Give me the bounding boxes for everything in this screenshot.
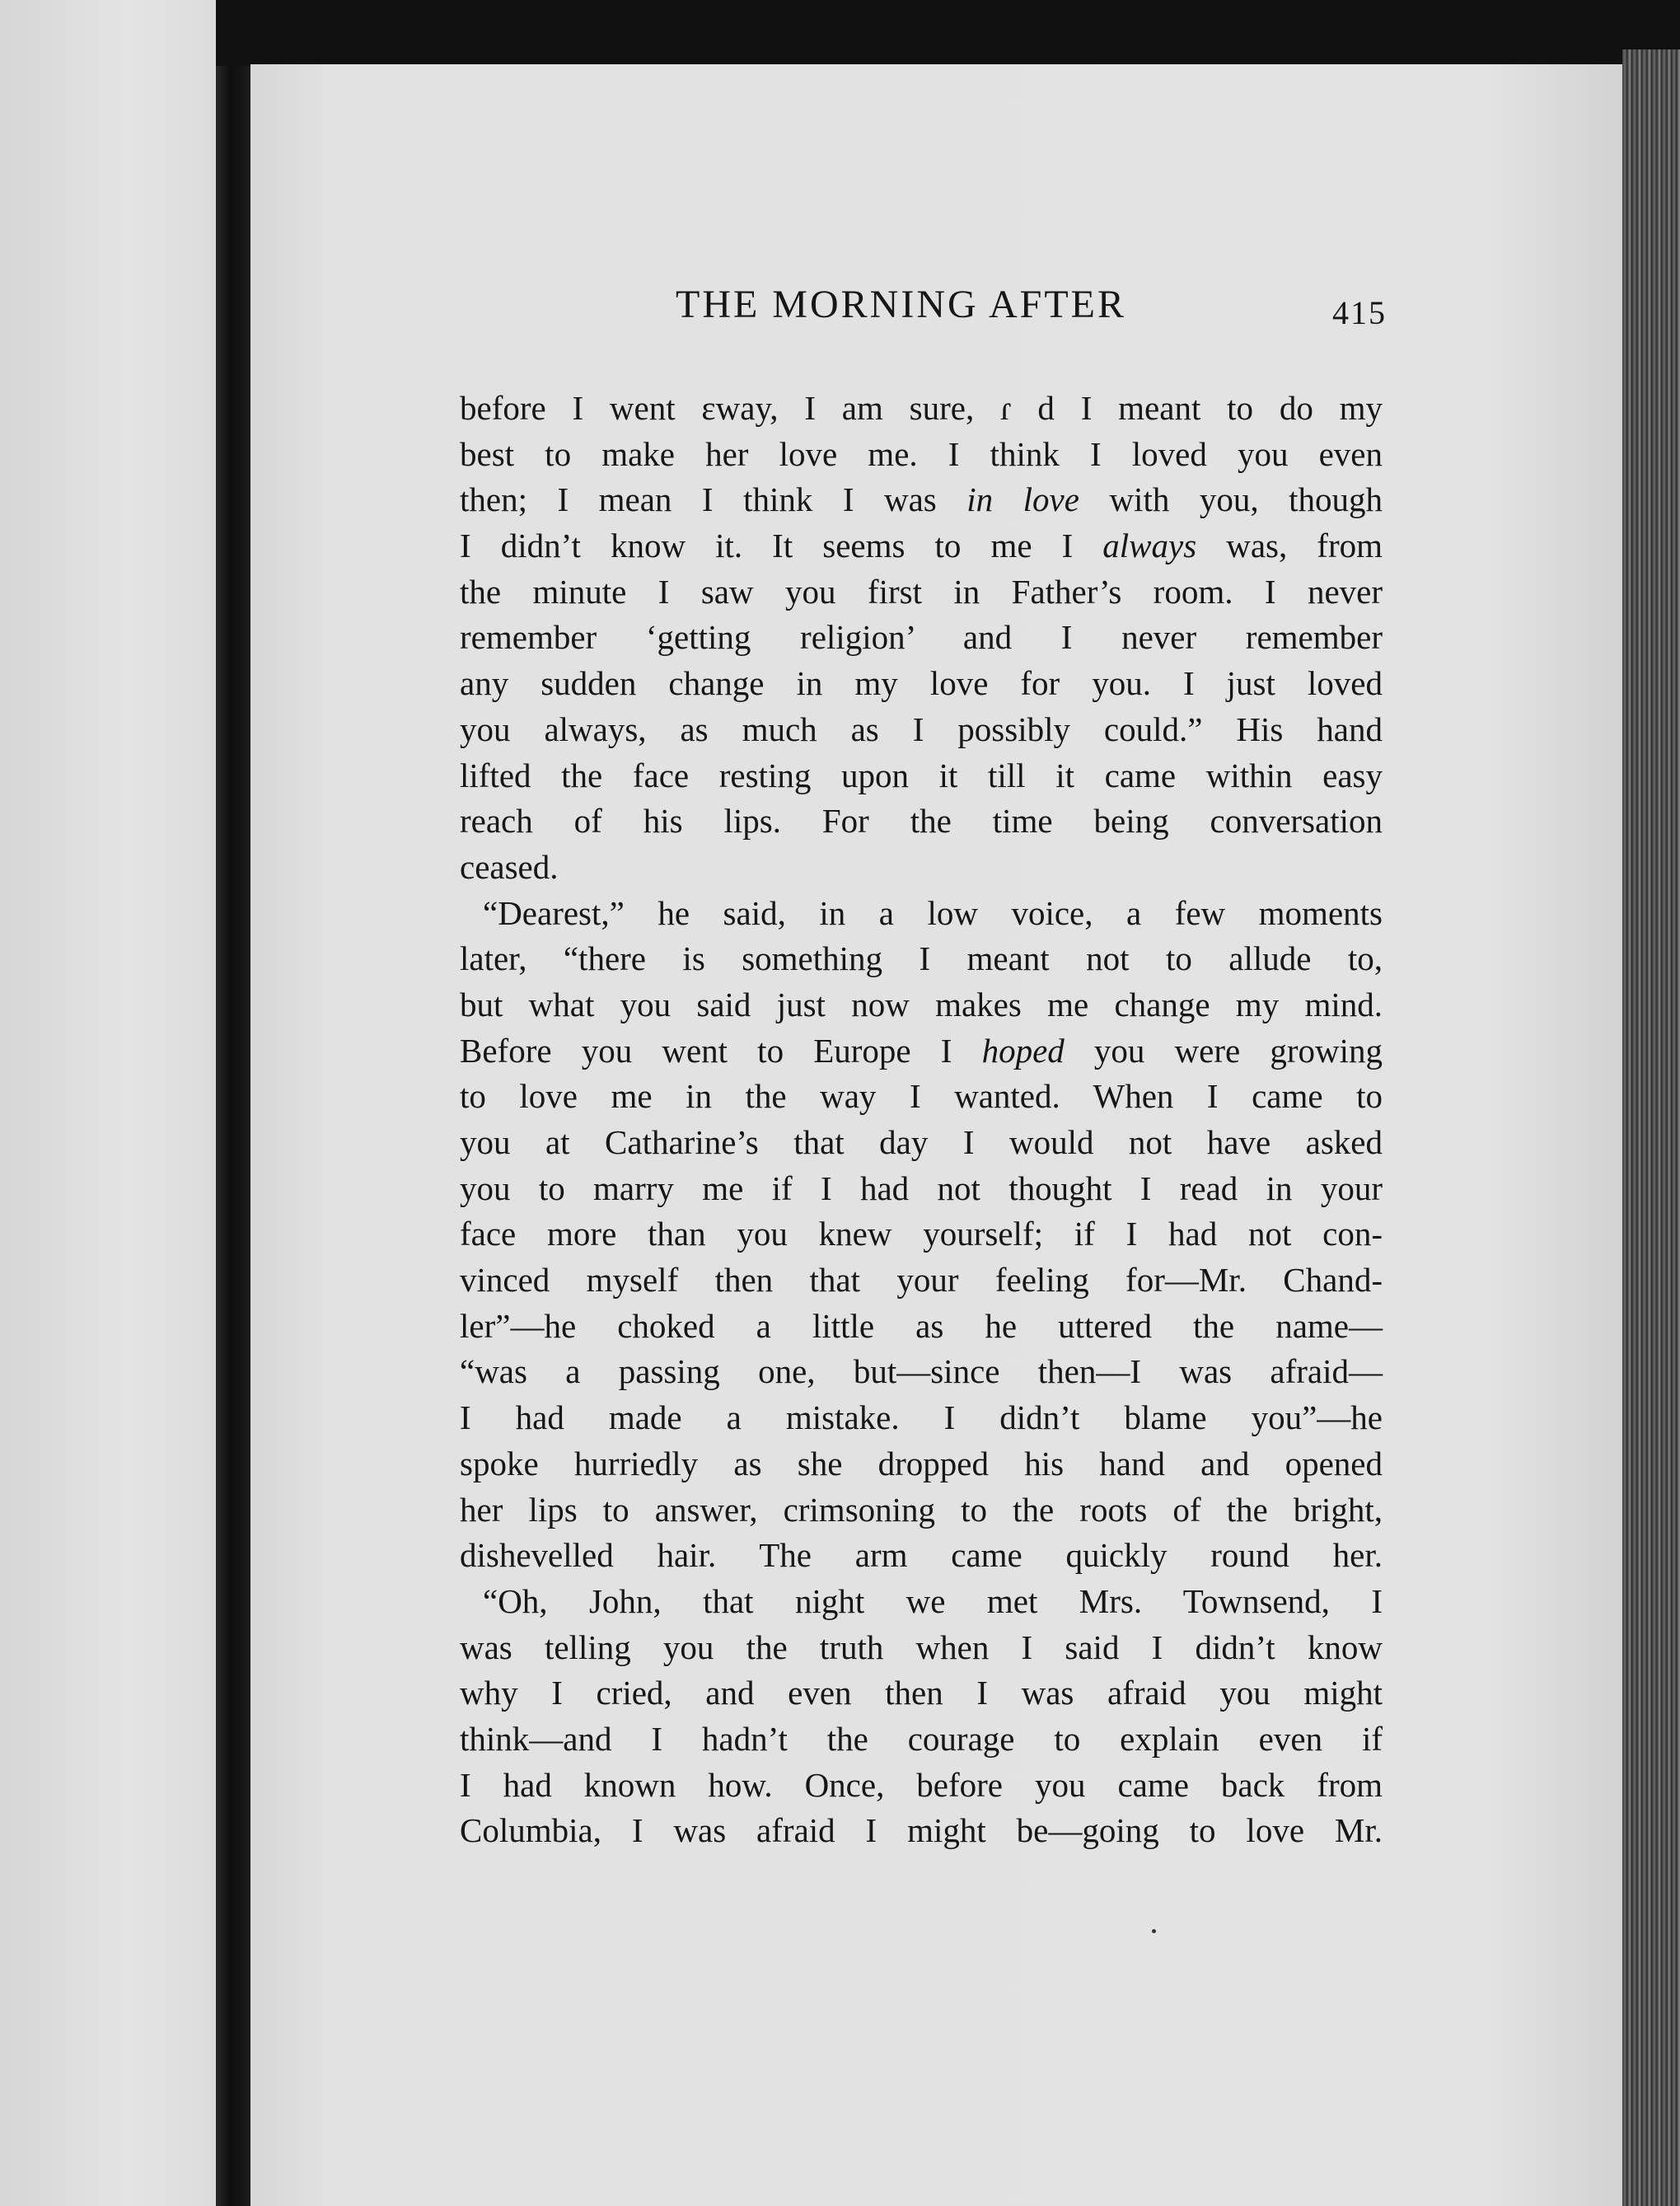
text-line: “was a passing one, but—since then—I was afraid— xyxy=(460,1352,1383,1391)
text-line: Columbia, I was afraid I might be—going to love Mr. xyxy=(460,1811,1383,1850)
emphasis: always xyxy=(1102,527,1197,565)
text-line: ler”—he choked a little as he uttered the name— xyxy=(460,1306,1383,1345)
text-line: remember ‘getting religion’ and I never remember xyxy=(460,618,1383,657)
text-line: you always, as much as I possibly could.” His hand xyxy=(460,710,1383,748)
book-gutter xyxy=(216,0,250,2206)
text-line: but what you said just now makes me change my mind. xyxy=(460,985,1383,1023)
text-line: lifted the face resting upon it till it came within easy xyxy=(460,756,1383,794)
text-line: best to make her love me. I think I loved you even xyxy=(460,434,1383,473)
scan-top-edge xyxy=(216,0,1680,66)
text-line: reach of his lips. For the time being conversation xyxy=(460,802,1383,841)
text-line: “Dearest,” he said, in a low voice, a few moments xyxy=(483,893,1383,932)
text-line: any sudden change in my love for you. I just loved xyxy=(460,664,1383,703)
page-number: 415 xyxy=(1332,294,1387,331)
text-line: was telling you the truth when I said I didn’t know xyxy=(460,1628,1383,1666)
facing-page-blank xyxy=(0,0,216,2206)
text-line: face more than you knew yourself; if I had not con- xyxy=(460,1215,1383,1253)
text-line: to love me in the way I wanted. When I came to xyxy=(460,1077,1383,1116)
text-line: before I went ɛway, I am sure, ɾ d I meant to do my xyxy=(460,389,1383,427)
scan-speck xyxy=(1152,1929,1156,1933)
text-line: you at Catharine’s that day I would not have asked xyxy=(460,1123,1383,1161)
page-edge-stack xyxy=(1622,49,1680,2206)
text-line: her lips to answer, crimsoning to the roots of the bright, xyxy=(460,1490,1383,1529)
text-line: ceased. xyxy=(460,847,559,886)
text-line: spoke hurriedly as she dropped his hand and opened xyxy=(460,1444,1383,1482)
text-line: dishevelled hair. The arm came quickly round her. xyxy=(460,1536,1383,1575)
emphasis: in love xyxy=(966,480,1079,519)
text-line: Before you went to Europe I hoped you were growing xyxy=(460,1031,1383,1070)
text-line: later, “there is something I meant not to allude to, xyxy=(460,939,1383,978)
text-line: I had known how. Once, before you came back from xyxy=(460,1765,1383,1804)
text-line: vinced myself then that your feeling for—Mr. Chand- xyxy=(460,1261,1383,1300)
emphasis: hoped xyxy=(981,1031,1065,1070)
text-line: think—and I hadn’t the courage to explain even if xyxy=(460,1719,1383,1758)
running-header: THE MORNING AFTER xyxy=(676,283,1127,326)
text-line: “Oh, John, that night we met Mrs. Townsend, I xyxy=(483,1581,1383,1620)
text-line: then; I mean I think I was in love with you, though xyxy=(460,480,1383,519)
text-line: you to marry me if I had not thought I read in your xyxy=(460,1169,1383,1207)
text-line: I didn’t know it. It seems to me I always was, from xyxy=(460,527,1383,565)
body-text xyxy=(460,386,1383,1854)
text-line: the minute I saw you first in Father’s room. I never xyxy=(460,572,1383,611)
text-line: I had made a mistake. I didn’t blame you”—he xyxy=(460,1398,1383,1437)
text-line: why I cried, and even then I was afraid you might xyxy=(460,1674,1383,1712)
